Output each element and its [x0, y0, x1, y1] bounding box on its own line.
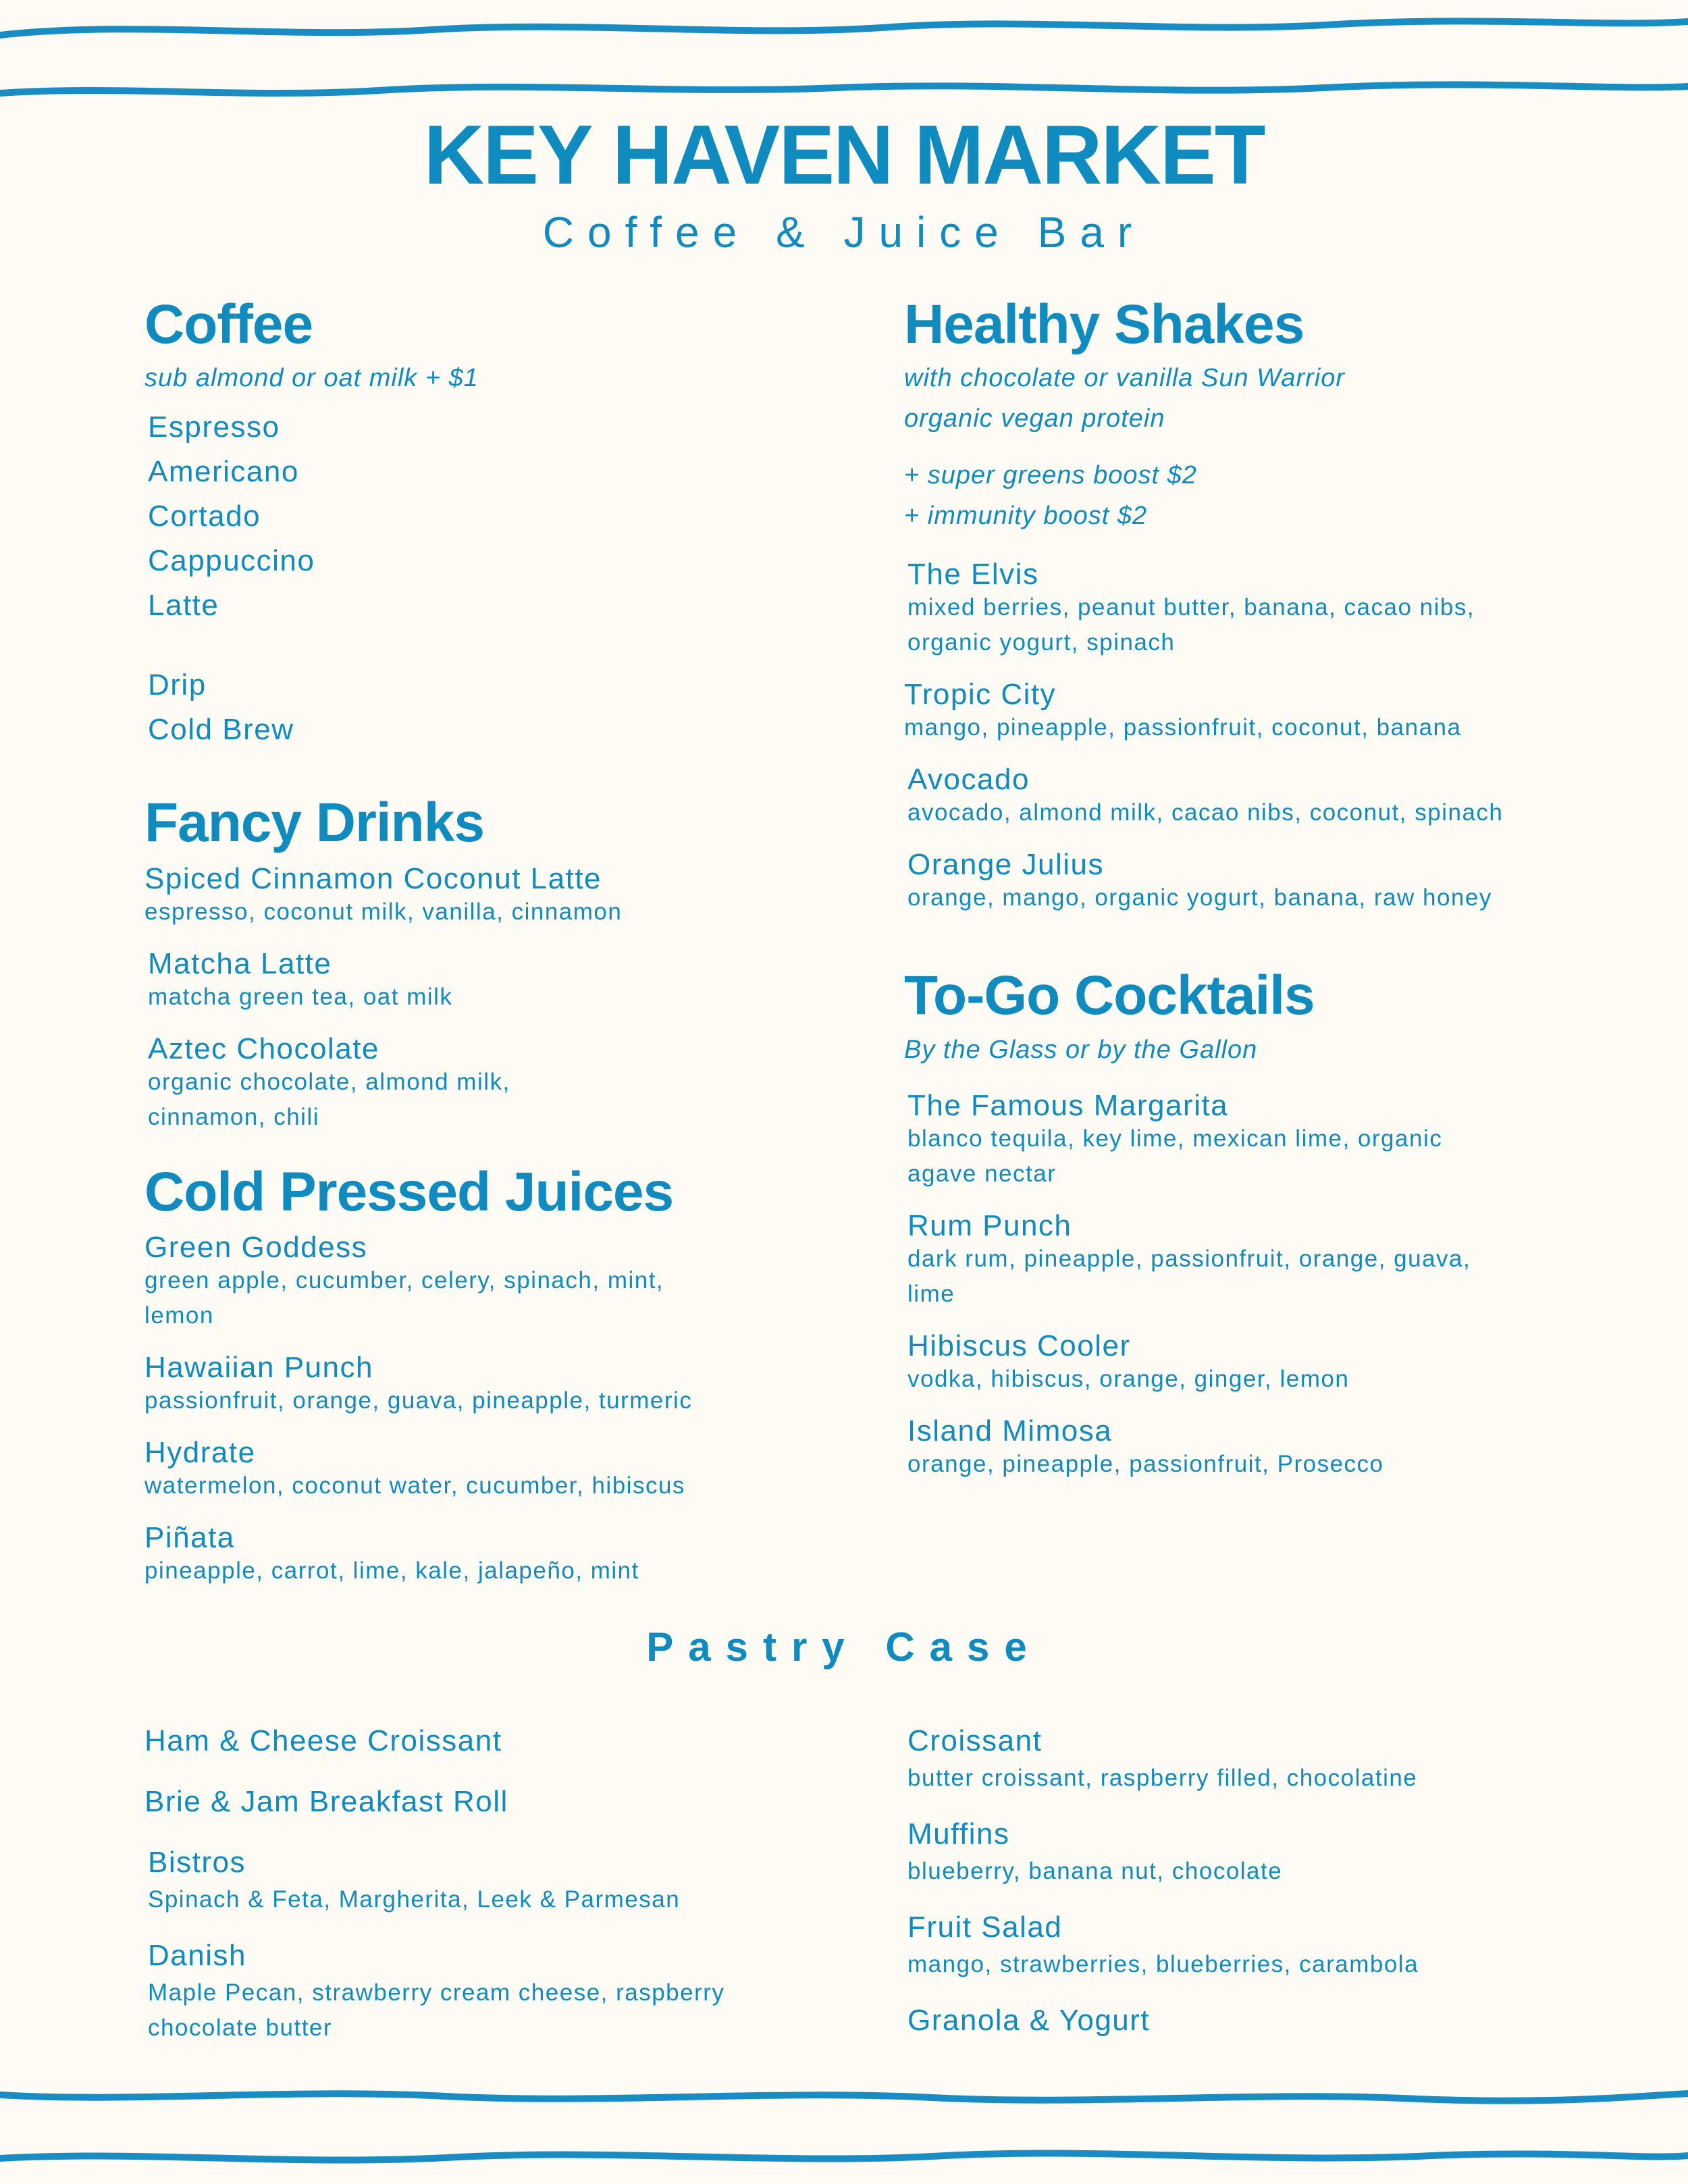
menu-item-name: Fruit Salad — [907, 1911, 1063, 1944]
menu-item-desc: cinnamon, chili — [148, 1103, 319, 1130]
menu-item-desc: Maple Pecan, strawberry cream cheese, raspberry — [148, 1979, 725, 2006]
menu-item-name: Hydrate — [144, 1436, 256, 1470]
menu-item-desc: espresso, coconut milk, vanilla, cinnamon — [144, 898, 623, 925]
menu-item-desc: matcha green tea, oat milk — [148, 983, 453, 1010]
menu-item-desc: dark rum, pineapple, passionfruit, orange, guava, — [907, 1245, 1471, 1272]
menu-item-name: Spiced Cinnamon Coconut Latte — [144, 861, 602, 895]
section-title-shakes: Healthy Shakes — [904, 294, 1304, 355]
menu-item-name: Croissant — [907, 1724, 1043, 1757]
menu-item-name: Hawaiian Punch — [144, 1351, 373, 1385]
top-wave-border — [0, 0, 1688, 108]
menu-item-desc: mango, strawberries, blueberries, carambola — [907, 1951, 1419, 1977]
menu-item: Cortado — [148, 500, 261, 533]
pastry-right-column — [904, 1719, 1647, 2059]
shakes-note: organic vegan protein — [904, 404, 1165, 433]
section-title-coffee: Coffee — [144, 294, 313, 355]
menu-item-desc: lemon — [144, 1302, 214, 1329]
menu-item-desc: agave nectar — [907, 1160, 1057, 1187]
boost-option: + immunity boost $2 — [904, 502, 1148, 531]
page-title: KEY HAVEN MARKET — [423, 109, 1265, 202]
menu-item-name: Tropic City — [904, 678, 1057, 712]
menu-item-name: The Elvis — [907, 558, 1039, 591]
boost-option: + super greens boost $2 — [904, 461, 1197, 490]
menu-item-desc: blueberry, banana nut, chocolate — [907, 1858, 1283, 1884]
page-subtitle: Coffee & Juice Bar — [542, 208, 1146, 257]
menu-item-desc: pineapple, carrot, lime, kale, jalapeño, mint — [144, 1557, 639, 1584]
cocktails-section — [904, 963, 1647, 1481]
section-title-juices: Cold Pressed Juices — [144, 1161, 674, 1223]
menu-item-name: Matcha Latte — [148, 947, 332, 980]
juices-section — [144, 1159, 853, 1589]
menu-item-name: Danish — [148, 1939, 246, 1972]
menu-item-desc: butter croissant, raspberry filled, chocolatine — [907, 1765, 1418, 1791]
section-title-fancy-drinks: Fancy Drinks — [144, 792, 484, 854]
menu-item-desc: Spinach & Feta, Margherita, Leek & Parmesan — [148, 1886, 681, 1913]
menu-item-name: Hibiscus Cooler — [907, 1329, 1131, 1362]
coffee-note: sub almond or oat milk + $1 — [144, 364, 479, 393]
menu-item-desc: orange, pineapple, passionfruit, Prosecco — [907, 1450, 1384, 1477]
menu-item-desc: vodka, hibiscus, orange, ginger, lemon — [907, 1365, 1350, 1392]
menu-item-desc: passionfruit, orange, guava, pineapple, turmeric — [144, 1387, 693, 1414]
cocktails-note: By the Glass or by the Gallon — [904, 1035, 1258, 1064]
menu-item-name: The Famous Margarita — [907, 1088, 1229, 1122]
menu-item-desc: watermelon, coconut water, cucumber, hibiscus — [144, 1472, 685, 1499]
menu-item: Latte — [148, 589, 219, 622]
fancy-drinks-section — [144, 790, 853, 1134]
menu-item-name: Bistros — [148, 1846, 246, 1879]
menu-item-name: Avocado — [907, 763, 1030, 797]
left-column — [144, 292, 853, 1601]
menu-item-name: Ham & Cheese Croissant — [144, 1724, 502, 1757]
menu-item-desc: green apple, cucumber, celery, spinach, mint, — [144, 1267, 664, 1294]
menu-item: Espresso — [148, 410, 280, 444]
menu-item-desc: organic chocolate, almond milk, — [148, 1068, 510, 1095]
menu-item-name: Rum Punch — [907, 1208, 1072, 1242]
menu-item: Cappuccino — [148, 544, 315, 578]
menu-item-name: Muffins — [907, 1817, 1010, 1850]
menu-item-desc: avocado, almond milk, cacao nibs, coconut, spinach — [907, 799, 1504, 826]
menu-item: Drip — [148, 668, 207, 702]
menu-item-desc: organic yogurt, spinach — [907, 629, 1176, 656]
menu-item-name: Brie & Jam Breakfast Roll — [144, 1785, 508, 1818]
menu-item-desc: lime — [907, 1280, 955, 1307]
shakes-section — [904, 292, 1647, 915]
menu-item-desc: orange, mango, organic yogurt, banana, raw honey — [907, 884, 1492, 911]
bottom-wave-border — [0, 2076, 1688, 2184]
section-title-cocktails: To-Go Cocktails — [904, 965, 1315, 1027]
right-column — [904, 292, 1647, 1494]
menu-item-name: Granola & Yogurt — [907, 2004, 1151, 2037]
menu-item-desc: mixed berries, peanut butter, banana, cacao nibs, — [907, 594, 1475, 621]
menu-item-name: Orange Julius — [907, 848, 1104, 882]
menu-item-desc: chocolate butter — [148, 2015, 333, 2041]
shakes-note: with chocolate or vanilla Sun Warrior — [904, 364, 1346, 393]
menu-item: Cold Brew — [148, 713, 294, 747]
menu-item-name: Green Goddess — [144, 1231, 368, 1264]
coffee-section — [144, 292, 853, 752]
menu-item-name: Piñata — [144, 1521, 235, 1555]
section-title-pastry: Pastry Case — [646, 1624, 1042, 1670]
menu-item-desc: mango, pineapple, passionfruit, coconut, banana — [904, 714, 1462, 741]
menu-item: Americano — [148, 455, 299, 489]
menu-item-name: Aztec Chocolate — [148, 1032, 379, 1065]
menu-item-name: Island Mimosa — [907, 1414, 1113, 1447]
pastry-left-column — [144, 1719, 853, 2062]
menu-item-desc: blanco tequila, key lime, mexican lime, organic — [907, 1125, 1443, 1152]
